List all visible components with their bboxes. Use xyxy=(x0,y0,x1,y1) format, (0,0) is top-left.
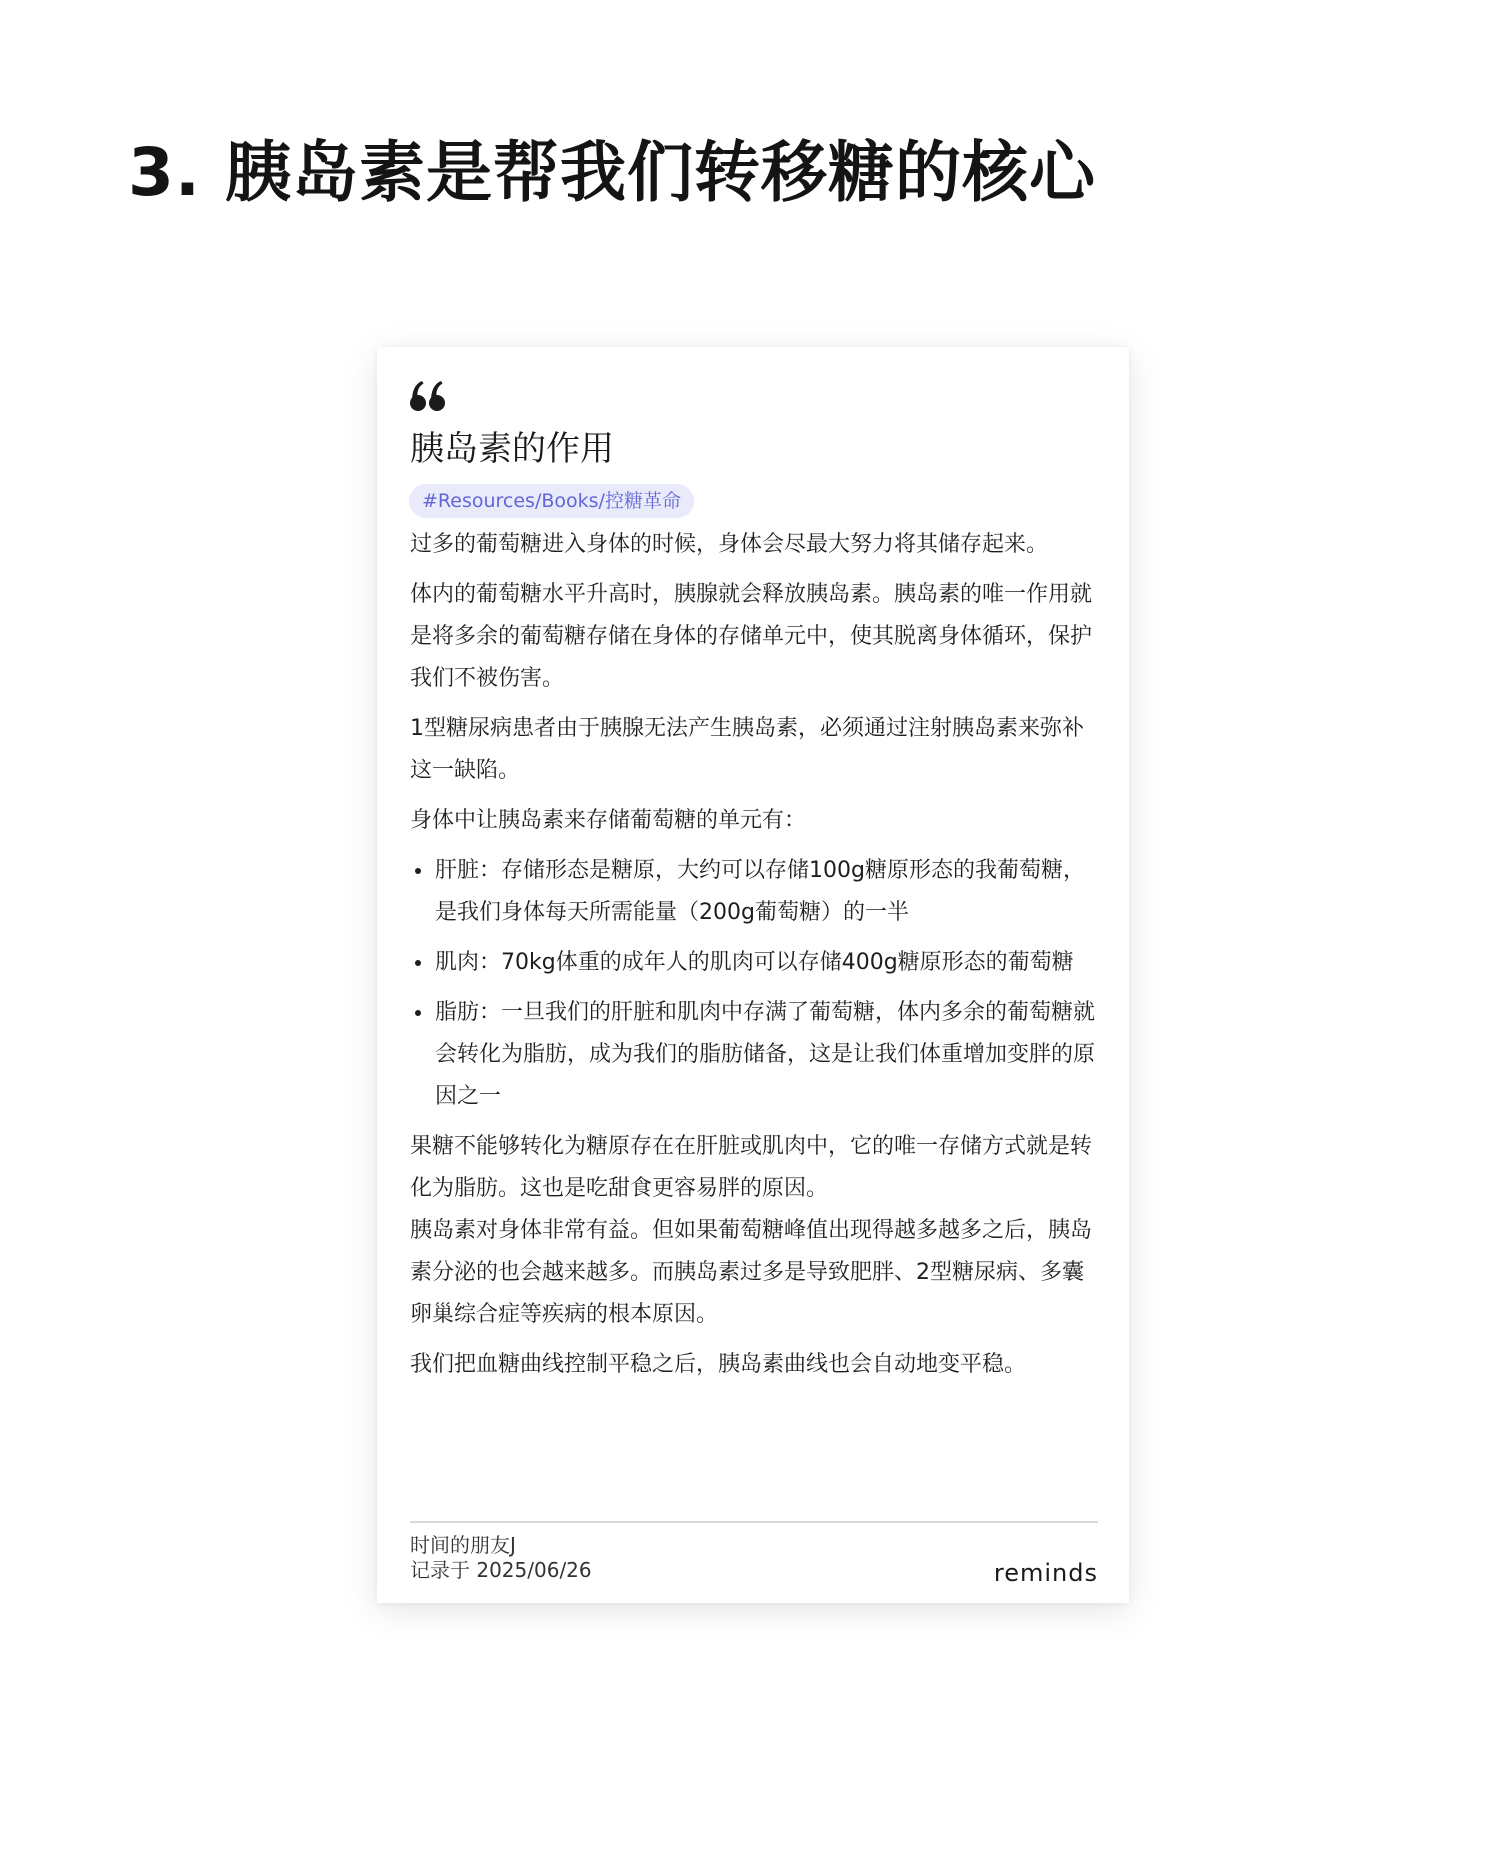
bullet-dot xyxy=(415,1010,421,1016)
list-item xyxy=(435,992,1102,1118)
paragraph: 我们把血糖曲线控制平稳之后，胰岛素曲线也会自动地变平稳。 xyxy=(410,1352,1027,1377)
list-item-text: 肝脏：存储形态是糖原，大约可以存储100g糖原形态的我葡萄糖，是我们身体每天所需能量（200g葡萄糖）的一半 xyxy=(435,858,1085,925)
bullet-dot xyxy=(415,960,421,966)
tag-link[interactable]: #Resources/Books/控糖革命 xyxy=(409,484,694,518)
paragraph: 体内的葡萄糖水平升高时，胰腺就会释放胰岛素。胰岛素的唯一作用就是将多余的葡萄糖存储在身体的存储单元中，使其脱离身体循环，保护我们不被伤害。 xyxy=(410,582,1093,691)
list-item-text: 脂肪：一旦我们的肝脏和肌肉中存满了葡萄糖，体内多余的葡萄糖就会转化为脂肪，成为我们的脂肪储备，这是让我们体重增加变胖的原因之一 xyxy=(435,1000,1096,1109)
storage-units-list xyxy=(410,850,1102,1118)
paragraph: 果糖不能够转化为糖原存在在肝脏或肌肉中，它的唯一存储方式就是转化为脂肪。这也是吃甜食更容易胖的原因。 xyxy=(410,1134,1093,1201)
page-heading: 3. 胰岛素是帮我们转移糖的核心 xyxy=(128,134,1096,211)
author-name: 时间的朋友J xyxy=(410,1533,516,1557)
brand-logo: reminds xyxy=(993,1559,1098,1587)
list-item xyxy=(435,850,1102,934)
quote-icon xyxy=(409,379,447,413)
paragraph: 身体中让胰岛素来存储葡萄糖的单元有： xyxy=(410,808,807,833)
record-date: 记录于 2025/06/26 xyxy=(410,1558,592,1582)
paragraph: 胰岛素对身体非常有益。但如果葡萄糖峰值出现得越多越多之后，胰岛素分泌的也会越来越多。而胰岛素过多是导致肥胖、2型糖尿病、多囊卵巢综合症等疾病的根本原因。 xyxy=(410,1218,1093,1327)
note-content xyxy=(410,524,1102,1394)
paragraph: 过多的葡萄糖进入身体的时候，身体会尽最大努力将其储存起来。 xyxy=(410,532,1049,557)
footer-divider xyxy=(410,1521,1098,1523)
note-card xyxy=(377,347,1129,1603)
paragraph: 1型糖尿病患者由于胰腺无法产生胰岛素，必须通过注射胰岛素来弥补这一缺陷。 xyxy=(410,716,1084,783)
card-title: 胰岛素的作用 xyxy=(410,429,614,469)
list-item-text: 肌肉：70kg体重的成年人的肌肉可以存储400g糖原形态的葡萄糖 xyxy=(435,950,1074,975)
list-item xyxy=(435,942,1102,984)
bullet-dot xyxy=(415,868,421,874)
